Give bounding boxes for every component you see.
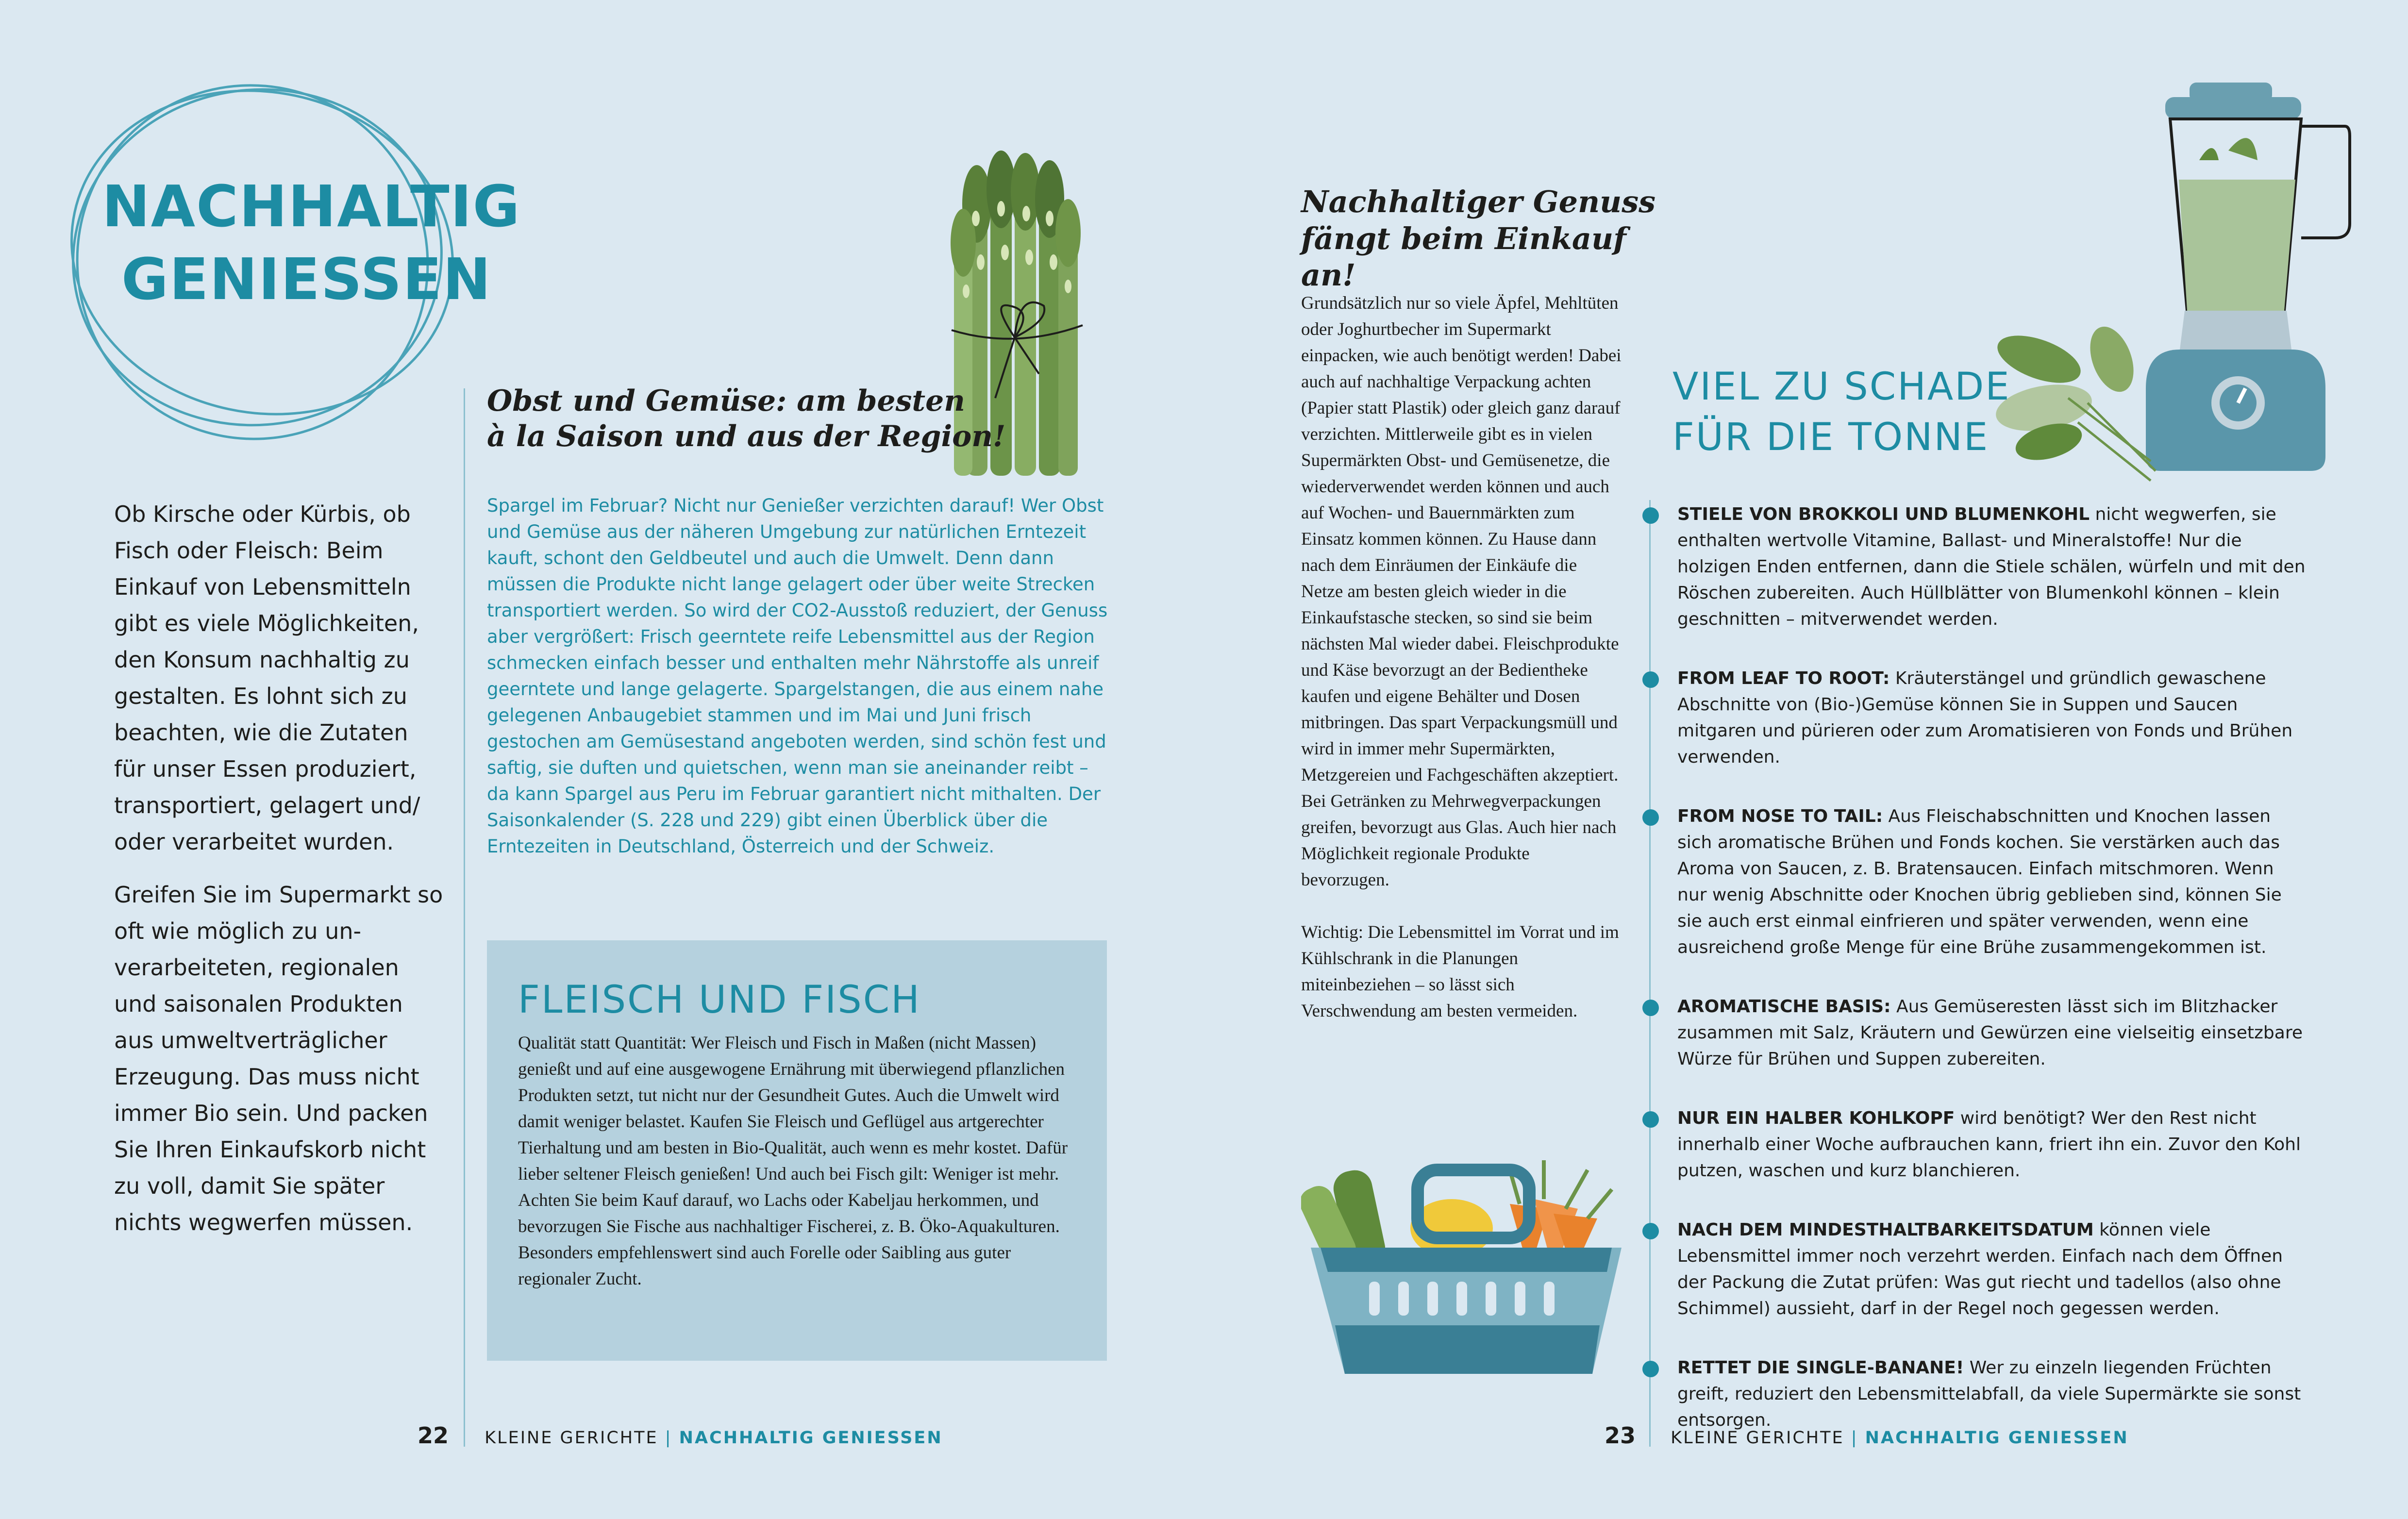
shopping-heading-line2: fängt beim Einkauf an!: [1301, 220, 1626, 293]
tip-item: [1677, 994, 2308, 1072]
shopping-heading-line1: Nachhaltiger Genuss: [1301, 184, 1656, 219]
tips-title-line1: VIEL ZU SCHADE: [1672, 365, 2011, 409]
bullet-dot: [1642, 1111, 1659, 1128]
tip-item: [1677, 1217, 2308, 1322]
tip-lead: RETTET DIE SINGLE-BANANE!: [1677, 1358, 1964, 1378]
bullet-dot: [1642, 671, 1659, 688]
bullet-dot: [1642, 507, 1659, 524]
bullet-dot: [1642, 809, 1659, 826]
folio-separator-left: |: [665, 1428, 679, 1448]
herb-leaves-illustration: [1990, 325, 2175, 485]
shopping-body-p2: Wichtig: Die Lebensmittel im Vorrat und im Kühlschrank in die Planungen miteinbeziehen – so lässt sich Verschwendung am besten vermeiden.: [1301, 922, 1619, 1021]
tip-text: Aus Fleischabschnitten und Knochen lassen sich aromatische Brühen und Fonds kochen. Sie verstärken auch das Aroma von Saucen, z. B. Bratensaucen. Einfach mitschmoren. Wenn nur wenig Abschnitte oder Knochen übrig geblieben sind, können Sie sie auch erst einmal einfrieren und später verwenden, wenn eine ausreichend große Menge für eine Brühe zusammengekommen ist.: [1677, 806, 2282, 957]
bullet-dot: [1642, 1223, 1659, 1239]
tip-text: Kräuterstängel und gründlich gewaschene Abschnitte von (Bio-)Gemüse können Sie in Suppen und Saucen mitgaren und pürieren oder zum Aromatisieren von Fonds und Brühen verwenden.: [1677, 668, 2293, 767]
tip-text: können viele Lebensmittel immer noch verzehrt werden. Einfach nach dem Öffnen der Packung die Zutat prüfen: Was gut riecht und tadellos (also ohne Schimmel) aussieht, darf in der Regel noch gegessen werden.: [1677, 1220, 2283, 1319]
tip-item: [1677, 1105, 2308, 1184]
column-divider-right: [1649, 500, 1651, 1447]
tip-lead: NUR EIN HALBER KOHLKOPF: [1677, 1108, 1955, 1128]
tip-text: Wer zu einzeln liegenden Früchten greift, reduziert den Lebensmittelabfall, da viele Supermärkte sie sonst entsorgen.: [1677, 1358, 2301, 1430]
season-heading: [487, 384, 1021, 454]
season-body-text: Spargel im Februar? Nicht nur Genießer verzichten darauf! Wer Obst und Gemüse aus der näheren Umgebung zur natürlichen Erntezeit kauft, schont den Geldbeutel und auch die Umwelt. Denn dann müssen die Produkte nicht lange gelagert oder über weite Strecken transportiert werden. So wird der CO2-Ausstoß reduziert, der Genuss aber vergrößert: Frisch geerntete reife Lebensmittel aus der Region schmecken einfach besser und enthalten mehr Nährstoffe als unreif geerntete und lange gelagerte. Spargelstangen, die aus einem nahe gelegenen Anbaugebiet stammen und im Mai und Juni frisch gestochen am Gemüsestand angeboten werden, sind schön fest und saftig, sie duften und quietschen, wenn man sie aneinander reibt – da kann Spargel aus Peru im Februar garantiert nicht mithalten. Der Saisonkalender (S. 228 und 229) gibt einen Überblick über die Erntezeiten in Deutschland, Österreich und der Schweiz.: [487, 495, 1108, 857]
season-heading-line2: à la Saison und aus der Region!: [487, 419, 1006, 454]
shopping-body-p1: Grundsätzlich nur so viele Äpfel, Mehltüten oder Joghurtbecher im Supermarkt einpacken, wie auch benötigt werden! Dabei auch auf nachhaltige Verpackung achten (Papier statt Plastik) oder gleich ganz darauf verzichten. Mittlerweile gibt es in vielen Supermärkten Obst- und Gemüsenetze, die wiederverwendet werden können und auch auf Wochen- und Bauernmärkten zum Einsatz kommen können. Zu Hause dann nach dem Einräumen der Einkäufe die Netze am besten gleich wieder in die Einkaufstasche stecken, so sind sie beim nächsten Mal wieder dabei. Fleischprodukte und Käse bevorzugt an der Bedientheke kaufen und eigene Behälter und Dosen mitbringen. Das spart Verpackungsmüll und wird in immer mehr Supermärkten, Metzgereien und Fachgeschäften akzeptiert. Bei Getränken zu Mehrwegverpackungen greifen, bevorzugt aus Glas. Auch hier nach Möglichkeit regionale Produkte bevorzugen.: [1301, 293, 1622, 890]
folio-section-right: KLEINE GERICHTE: [1671, 1428, 1844, 1448]
page-title: [102, 170, 521, 316]
page-title-line1: NACHHALTIG: [102, 173, 521, 240]
folio-chapter-right: NACHHALTIG GENIESSEN: [1865, 1428, 2129, 1448]
footer-right: [1605, 1422, 2236, 1449]
intro-text: [114, 496, 444, 1241]
meat-fish-body: Qualität statt Quantität: Wer Fleisch und Fisch in Maßen (nicht Massen) genießt und auf eine ausgewogene Ernährung mit überwiegend pflanzlichen Produkten setzt, tut nicht nur der Gesundheit Gutes. Auch die Umwelt wird damit weniger belastet. Kaufen Sie Fleisch und Geflügel aus artgerechter Tierhaltung und am besten in Bio-Qualität, auch wenn es mehr kostet. Dafür lieber seltener Fleisch genießen! Und auch bei Fisch gilt: Weniger ist mehr. Achten Sie beim Kauf darauf, wo Lachs oder Kabeljau herkommen, und bevorzugen Sie Fische aus nachhaltiger Fischerei, z. B. Öko-Aquakulturen. Besonders empfehlenswert sind auch Forelle oder Saibling aus guter regionaler Zucht.: [518, 1033, 1068, 1289]
season-body: [487, 493, 1108, 860]
tip-item: [1677, 501, 2308, 633]
bullet-dot: [1642, 1361, 1659, 1377]
tips-title-line2: FÜR DIE TONNE: [1672, 416, 1990, 459]
folio-divider-right: [1649, 1418, 1651, 1447]
folio-section-left: KLEINE GERICHTE: [485, 1428, 658, 1448]
tip-text: nicht wegwerfen, sie enthalten wertvolle Vitamine, Ballast- und Mineralstoffe! Nur die holzigen Enden entfernen, dann die Stiele schälen, würfeln und mit den Röschen zubereiten. Auch Hüllblätter von Blumenkohl können – klein geschnitten – mitverwendet werden.: [1677, 504, 2306, 629]
folio-divider-left: [464, 1418, 465, 1447]
season-heading-line1: Obst und Gemüse: am besten: [487, 384, 965, 418]
folio-chapter-left: NACHHALTIG GENIESSEN: [679, 1428, 943, 1448]
tips-title: [1672, 362, 2011, 463]
tip-item: [1677, 803, 2308, 961]
meat-fish-box: [487, 940, 1107, 1361]
shopping-heading: [1301, 184, 1670, 294]
tip-lead: NACH DEM MINDESTHALTBARKEITSDATUM: [1677, 1220, 2094, 1240]
tip-text: wird benötigt? Wer den Rest nicht innerhalb einer Woche aufbrauchen kann, friert ihn ein. Zuvor den Kohl putzen, waschen und kurz blanchieren.: [1677, 1108, 2301, 1181]
tip-lead: FROM NOSE TO TAIL:: [1677, 806, 1883, 826]
intro-paragraph-2: Greifen Sie im Supermarkt so oft wie möglich zu unverarbeiteten, regionalen und saisonalen Produkten aus umweltverträglicher Erzeugung. Das muss nicht immer Bio sein. Und packen Sie Ihren Einkaufskorb nicht zu voll, damit Sie später nichts wegwerfen müssen.: [114, 882, 443, 1235]
page-title-line2: GENIESSEN: [121, 246, 492, 313]
page-number-right: 23: [1605, 1422, 1636, 1449]
meat-fish-title: FLEISCH UND FISCH: [518, 978, 921, 1022]
tip-item: [1677, 1355, 2308, 1434]
folio-separator-right: |: [1851, 1428, 1865, 1448]
tips-list: [1677, 501, 2308, 1467]
shopping-body: [1301, 290, 1622, 1024]
tip-lead: AROMATISCHE BASIS:: [1677, 997, 1891, 1017]
tip-item: [1677, 666, 2308, 770]
tip-text: Aus Gemüseresten lässt sich im Blitzhacker zusammen mit Salz, Kräutern und Gewürzen eine vielseitig einsetzbare Würze für Brühen und Suppen zubereiten.: [1677, 997, 2303, 1069]
page-number-left: 22: [418, 1422, 449, 1449]
footer-left: [418, 1422, 1000, 1449]
tip-lead: FROM LEAF TO ROOT:: [1677, 668, 1890, 688]
column-divider-left: [464, 388, 465, 1447]
intro-paragraph-1: Ob Kirsche oder Kürbis, ob Fisch oder Fleisch: Beim Einkauf von Lebensmitteln gibt es viele Möglichkeiten, den Konsum nachhaltig zu gestalten. Es lohnt sich zu beachten, wie die Zutaten für unser Essen produziert, transportiert, gelagert und/ oder verarbeitet wurden.: [114, 501, 420, 855]
bullet-dot: [1642, 1000, 1659, 1016]
shopping-basket-illustration: [1301, 1151, 1631, 1379]
tip-lead: STIELE VON BROKKOLI UND BLUMENKOHL: [1677, 504, 2090, 524]
